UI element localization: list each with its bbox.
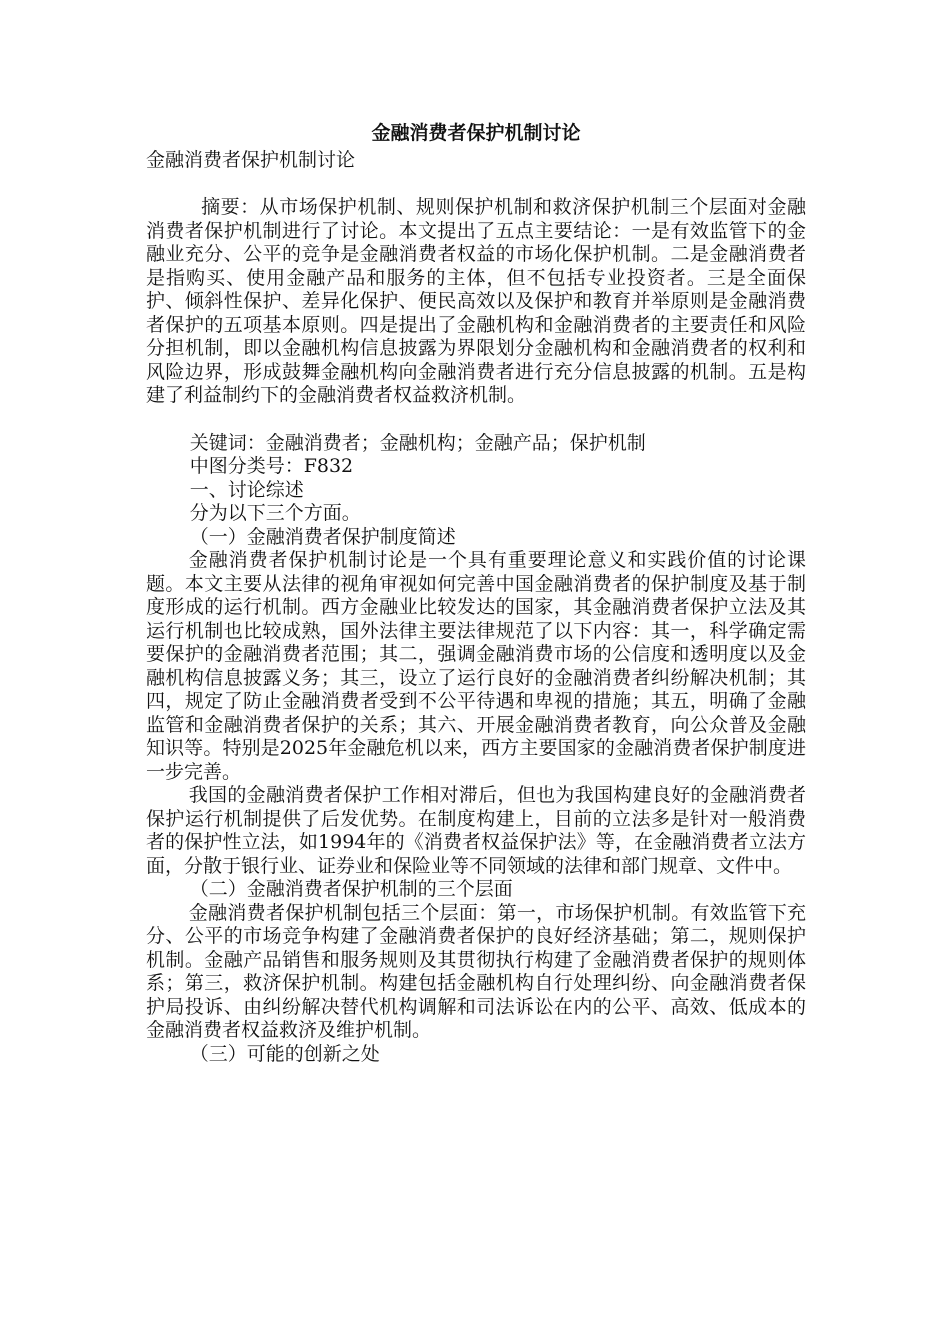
body-paragraph-2: 我国的金融消费者保护工作相对滞后，但也为我国构建良好的金融消费者保护运行机制提供了后发优势。在制度构建上，目前的立法多是针对一般消费者的保护性立法，如1994年的《消费者权益保护法》等，在金融消费者立法方面，分散于银行业、证券业和保险业等不同领域的法律和部门规章、文件中。 <box>146 784 806 877</box>
keywords-line: 关键词：金融消费者；金融机构；金融产品；保护机制 <box>189 431 646 454</box>
section-intro: 分为以下三个方面。 <box>189 502 361 524</box>
document-title: 金融消费者保护机制讨论 <box>371 122 581 144</box>
body-paragraph-1: 金融消费者保护机制讨论是一个具有重要理论意义和实践价值的讨论课题。本文主要从法律的视角审视如何完善中国金融消费者的保护制度及基于制度形成的运行机制。西方金融业比较发达的国家，其金融消费者保护立法及其运行机制也比较成熟，国外法律主要法律规范了以下内容：其一，科学确定需要保护的金融消费者范围；其二，强调金融消费市场的公信度和透明度以及金融机构信息披露义务；其三，设立了运行良好的金融消费者纠纷解决机制；其四，规定了防止金融消费者受到不公平待遇和卑视的措施；其五，明确了金融监管和金融消费者保护的关系；其六、开展金融消费者教育，向公众普及金融知识等。特别是2025年金融危机以来，西方主要国家的金融消费者保护制度进一步完善。 <box>146 549 806 783</box>
subsection-heading-3: （三）可能的创新之处 <box>189 1042 380 1065</box>
section-heading-review: 一、讨论综述 <box>189 478 304 501</box>
document-subtitle: 金融消费者保护机制讨论 <box>146 149 356 171</box>
body-paragraph-3: 金融消费者保护机制包括三个层面：第一，市场保护机制。有效监管下充分、公平的市场竞争构建了金融消费者保护的良好经济基础；第二，规则保护机制。金融产品销售和服务规则及其贯彻执行构建了金融消费者保护的规则体系；第三，救济保护机制。构建包括金融机构自行处理纠纷、向金融消费者保护局投诉、由纠纷解决替代机构调解和司法诉讼在内的公平、高效、低成本的金融消费者权益救济及维护机制。 <box>146 901 806 1041</box>
subsection-heading-1: （一）金融消费者保护制度简述 <box>189 525 456 548</box>
document-page <box>146 118 806 1066</box>
classification-line: 中图分类号：F832 <box>189 455 354 477</box>
abstract-paragraph: 摘要：从市场保护机制、规则保护机制和救济保护机制三个层面对金融消费者保护机制进行了讨论。本文提出了五点主要结论：一是有效监管下的金融业充分、公平的竞争是金融消费者权益的市场化保护机制。二是金融消费者是指购买、使用金融产品和服务的主体，但不包括专业投资者。三是全面保护、倾斜性保护、差异化保护、便民高效以及保护和教育并举原则是金融消费者保护的五项基本原则。四是提出了金融机构和金融消费者的主要责任和风险分担机制，即以金融机构信息披露为界限划分金融机构和金融消费者的权利和风险边界，形成鼓舞金融机构向金融消费者进行充分信息披露的机制。五是构建了利益制约下的金融消费者权益救济机制。 <box>146 196 806 406</box>
subsection-heading-2: （二）金融消费者保护机制的三个层面 <box>189 878 513 900</box>
